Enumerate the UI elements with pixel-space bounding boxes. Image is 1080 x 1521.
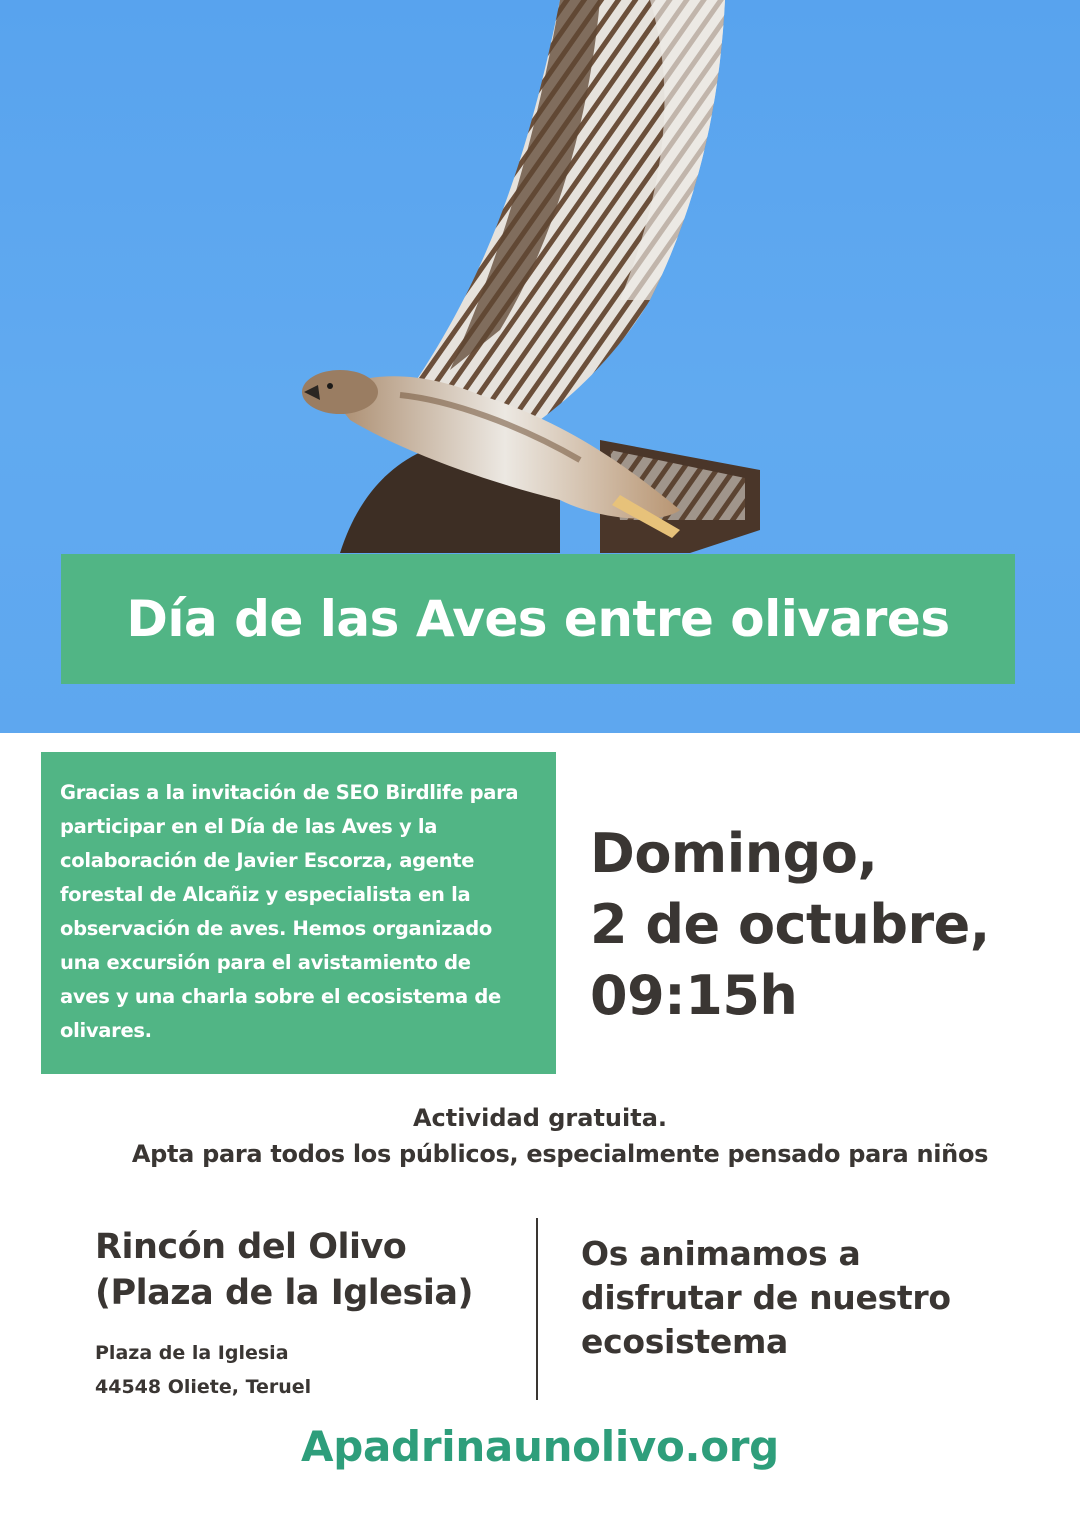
activity-audience: Apta para todos los públicos, especialmente pensado para niños <box>131 1140 989 1168</box>
address-city: 44548 Oliete, Teruel <box>95 1376 312 1398</box>
hero-photo <box>0 0 1080 733</box>
website-link[interactable]: Apadrinaunolivo.org <box>301 1422 779 1471</box>
intro-panel <box>41 752 556 1074</box>
vertical-divider <box>536 1218 538 1400</box>
address-street: Plaza de la Iglesia <box>95 1342 289 1364</box>
title-banner <box>61 554 1015 684</box>
activity-price: Actividad gratuita. <box>412 1104 668 1132</box>
intro-description: Gracias a la invitación de SEO Birdlife para participar en el Día de las Aves y la colaboración de Javier Escorza, agente forestal de Alcañiz y especialista en la observación de aves. Hemos organizado una excursión para el avistamiento de aves y una charla sobre el ecosistema de olivares. <box>60 781 519 1042</box>
event-date: 2 de octubre, <box>590 893 990 956</box>
event-day: Domingo, <box>590 822 878 885</box>
invite-line3: ecosistema <box>581 1322 789 1361</box>
activity-info <box>0 1100 1080 1172</box>
location-name-line2: (Plaza de la Iglesia) <box>95 1273 473 1313</box>
event-datetime <box>590 818 1060 1031</box>
invite-line1: Os animamos a <box>581 1234 861 1273</box>
location-name-line1: Rincón del Olivo <box>95 1227 407 1267</box>
invitation-text <box>581 1232 1051 1364</box>
invite-line2: disfrutar de nuestro <box>581 1278 951 1317</box>
event-time: 09:15h <box>590 964 798 1027</box>
location-block <box>95 1224 525 1404</box>
event-title: Día de las Aves entre olivares <box>126 590 950 648</box>
location-address <box>95 1336 525 1404</box>
